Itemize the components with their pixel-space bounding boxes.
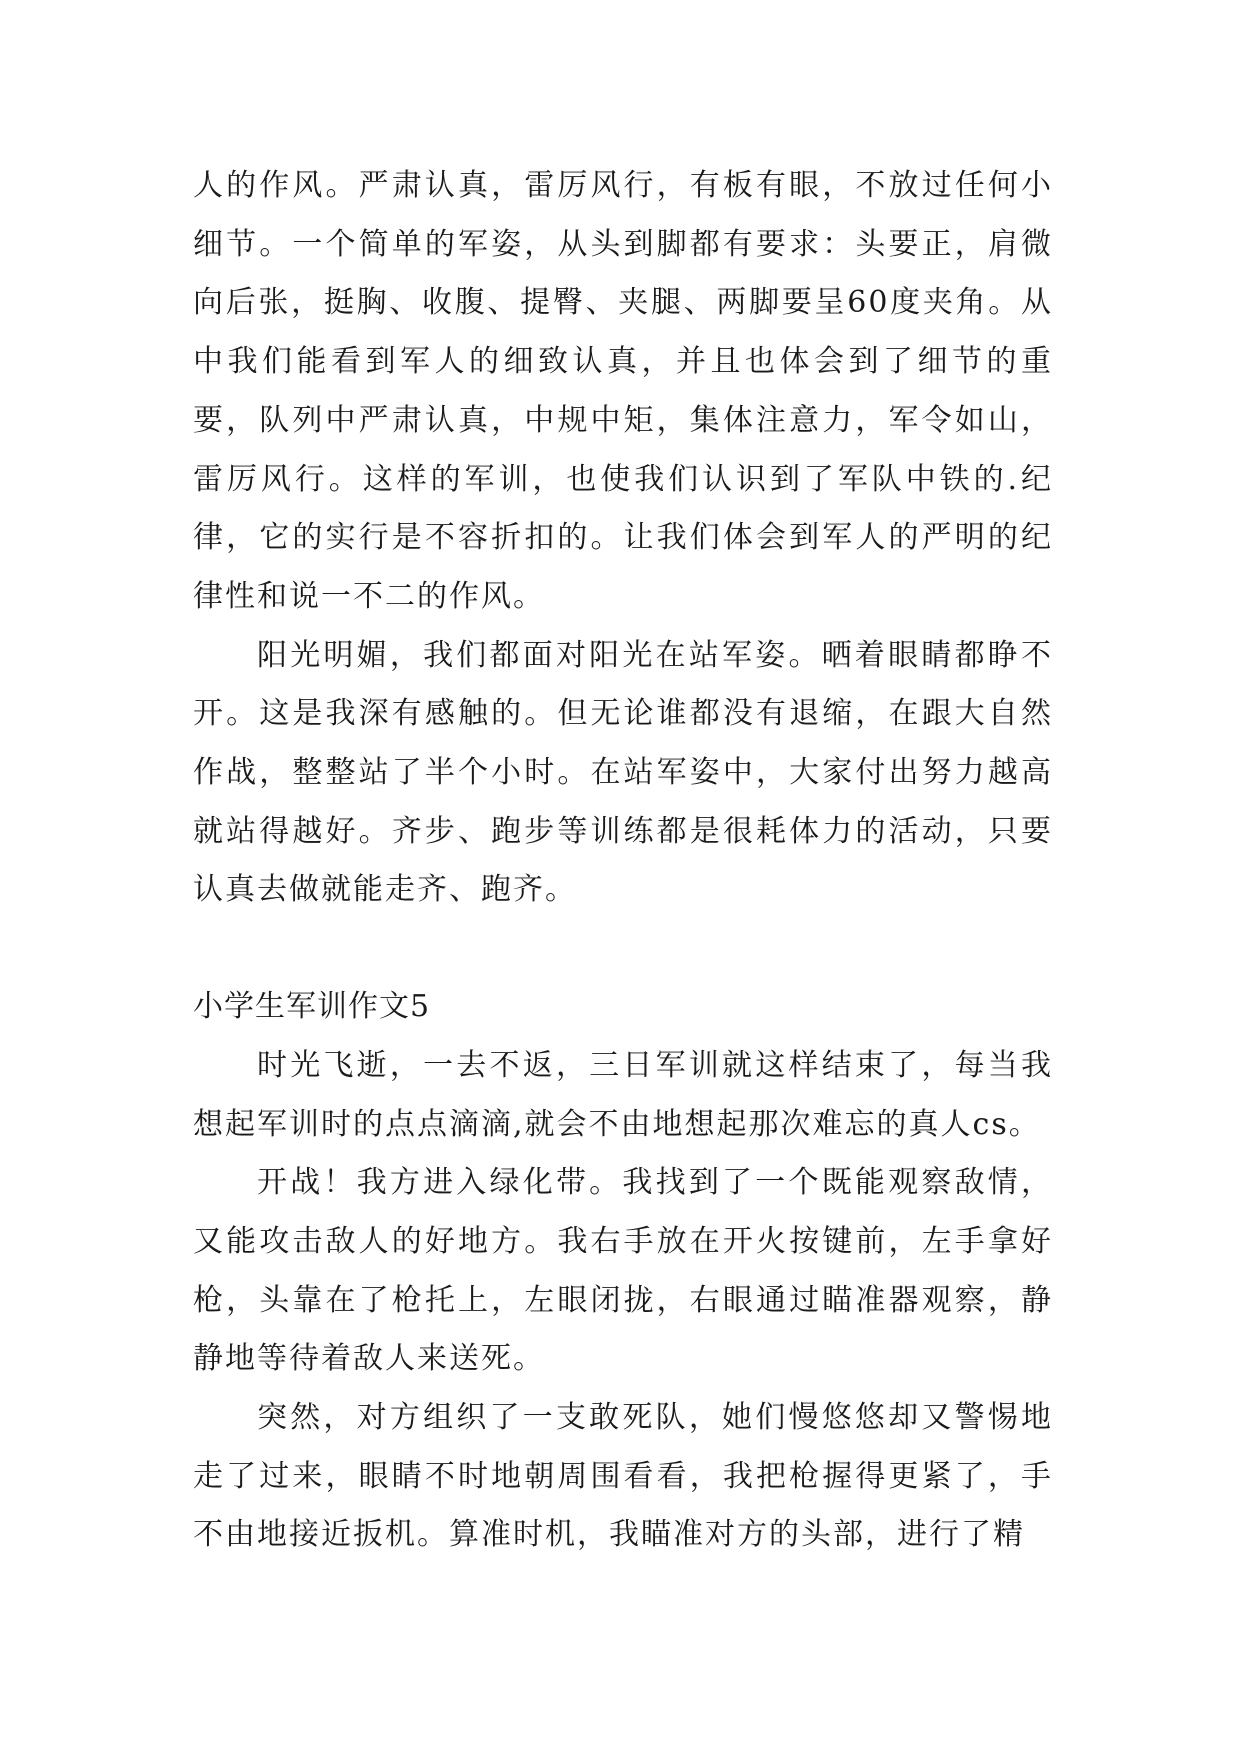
paragraph-suddenly: 突然，对方组织了一支敢死队，她们慢悠悠却又警惕地走了过来，眼睛不时地朝周围看看，我把枪握得更紧了，手不由地接近扳机。算准时机，我瞄准对方的头部，进行了精 xyxy=(193,1400,1053,1553)
paragraph-battle-start: 开战！我方进入绿化带。我找到了一个既能观察敌情，又能攻击敌人的好地方。我右手放在开火按键前，左手拿好枪，头靠在了枪托上，左眼闭拢，右眼通过瞄准器观察，静静地等待着敌人来送死。 xyxy=(193,1165,1053,1377)
paragraph-time-flies: 时光飞逝，一去不返，三日军训就这样结束了，每当我想起军训时的点点滴滴,就会不由地想起那次难忘的真人cs。 xyxy=(193,1047,1053,1142)
section-spacer xyxy=(193,920,1053,978)
paragraph-sunshine: 阳光明媚，我们都面对阳光在站军姿。晒着眼睛都睁不开。这是我深有感触的。但无论谁都没有退缩，在跟大自然作战，整整站了半个小时。在站军姿中，大家付出努力越高就站得越好。齐步、跑步等训练都是很耗体力的活动，只要认真去做就能走齐、跑齐。 xyxy=(193,637,1053,908)
section-title: 小学生军训作文5 xyxy=(193,989,431,1025)
document-body xyxy=(193,157,1053,1565)
paragraph-continued: 人的作风。严肃认真，雷厉风行，有板有眼，不放过任何小细节。一个简单的军姿，从头到脚都有要求：头要正，肩微向后张，挺胸、收腹、提臀、夹腿、两脚要呈60度夹角。从中我们能看到军人的细致认真，并且也体会到了细节的重要，队列中严肃认真，中规中矩，集体注意力，军令如山，雷厉风行。这样的军训，也使我们认识到了军队中铁的.纪律，它的实行是不容折扣的。让我们体会到军人的严明的纪律性和说一不二的作风。 xyxy=(193,168,1053,614)
